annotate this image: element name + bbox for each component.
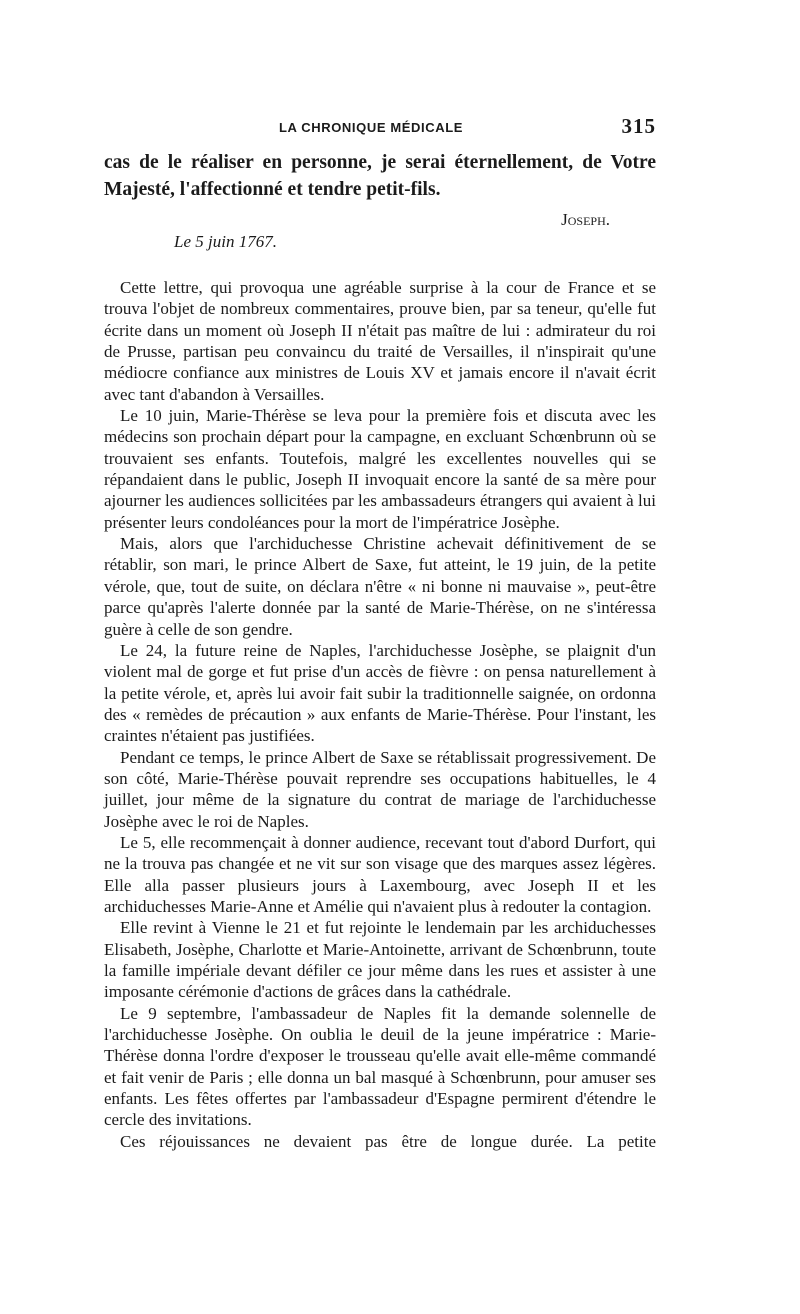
paragraph-1: Cette lettre, qui provoqua une agréable surprise à la cour de France et se trouva l'objet de nombreux commentaires, prouve bien, par sa teneur, qu'elle fut écrite dans un moment où Joseph II n'était pas maître de lui : admirateur du roi de Prusse, partisan peu convaincu du traité de Versailles, il n'inspirait qu'une médiocre confiance aux ministres de Louis XV et jamais encore il n'avait écrit avec tant d'abandon à Versailles.: [104, 278, 656, 404]
paragraph-5: Pendant ce temps, le prince Albert de Saxe se rétablissait progressivement. De son côté, Marie-Thérèse pouvait reprendre ses occupations habituelles, le 4 juillet, jour même de la signature du contrat de mariage de l'archiduchesse Josèphe avec le roi de Naples.: [104, 747, 656, 831]
running-head: LA CHRONIQUE MÉDICALE: [279, 120, 464, 135]
page-body: [104, 149, 656, 1152]
page-header: [104, 116, 656, 140]
paragraph-8: Le 9 septembre, l'ambassadeur de Naples fit la demande solennelle de l'archiduchesse Josèphe. On oublia le deuil de la jeune impératrice : Marie-Thérèse donna l'ordre d'exposer le trousseau qu'elle avait elle-même commandé et fait venir de Paris ; elle donna un bal masqué à Schœnbrunn, pour amuser ses enfants. Les fêtes offertes par l'ambassadeur d'Espagne permirent d'étendre le cercle des invitations.: [104, 1003, 656, 1130]
letter-date: Le 5 juin 1767.: [174, 232, 277, 251]
paragraph-6: Le 5, elle recommençait à donner audience, recevant tout d'abord Durfort, qui ne la trouva pas changée et ne vit sur son visage que des marques assez légères. Elle alla passer plusieurs jours à Laxembourg, avec Joseph II et les archiduchesses Marie-Anne et Amélie qui n'avaient plus à redouter la contagion.: [104, 832, 656, 916]
page-number: 315: [621, 114, 656, 138]
paragraph-2: Le 10 juin, Marie-Thérèse se leva pour la première fois et discuta avec les médecins son prochain départ pour la campagne, en excluant Schœnbrunn où se trouvaient ses enfants. Toutefois, malgré les excellentes nouvelles qui se répandaient dans le public, Joseph II invoquait encore la santé de sa mère pour ajourner les audiences sollicitées par les ambassadeurs étrangers qui avaient à lui présenter leurs condoléances pour la mort de l'impératrice Josèphe.: [104, 406, 656, 532]
article-text: [104, 277, 656, 1152]
paragraph-3: Mais, alors que l'archiduchesse Christine achevait définitivement de se rétablir, son mari, le prince Albert de Saxe, fut atteint, le 19 juin, de la petite vérole, que, tout de suite, on déclara n'être « ni bonne ni mauvaise », peut-être parce qu'après l'alerte donnée par la santé de Marie-Thérèse, on ne s'intéressa guère à celle de son gendre.: [104, 534, 656, 639]
letter-signature: Joseph.: [561, 210, 610, 229]
paragraph-9: Ces réjouissances ne devaient pas être de longue durée. La petite: [120, 1131, 656, 1151]
letter-closing: cas de le réaliser en personne, je serai éternellement, de Votre Majesté, l'affectionné et tendre petit-fils.: [104, 152, 656, 200]
paragraph-7: Elle revint à Vienne le 21 et fut rejointe le lendemain par les archiduchesses Elisabeth, Josèphe, Charlotte et Marie-Antoinette, arrivant de Schœnbrunn, toute la famille impériale devant défiler ce jour même dans les rues et assister à une imposante cérémonie d'actions de grâces dans la cathédrale.: [104, 918, 656, 1002]
paragraph-4: Le 24, la future reine de Naples, l'archiduchesse Josèphe, se plaignit d'un violent mal de gorge et fut prise d'un accès de fièvre : on pensa naturellement à la petite vérole, et, après lui avoir fait subir la traditionnelle saignée, on ordonna des « remèdes de précaution » aux enfants de Marie-Thérèse. Pour l'instant, les craintes n'étaient pas justifiées.: [104, 640, 656, 746]
